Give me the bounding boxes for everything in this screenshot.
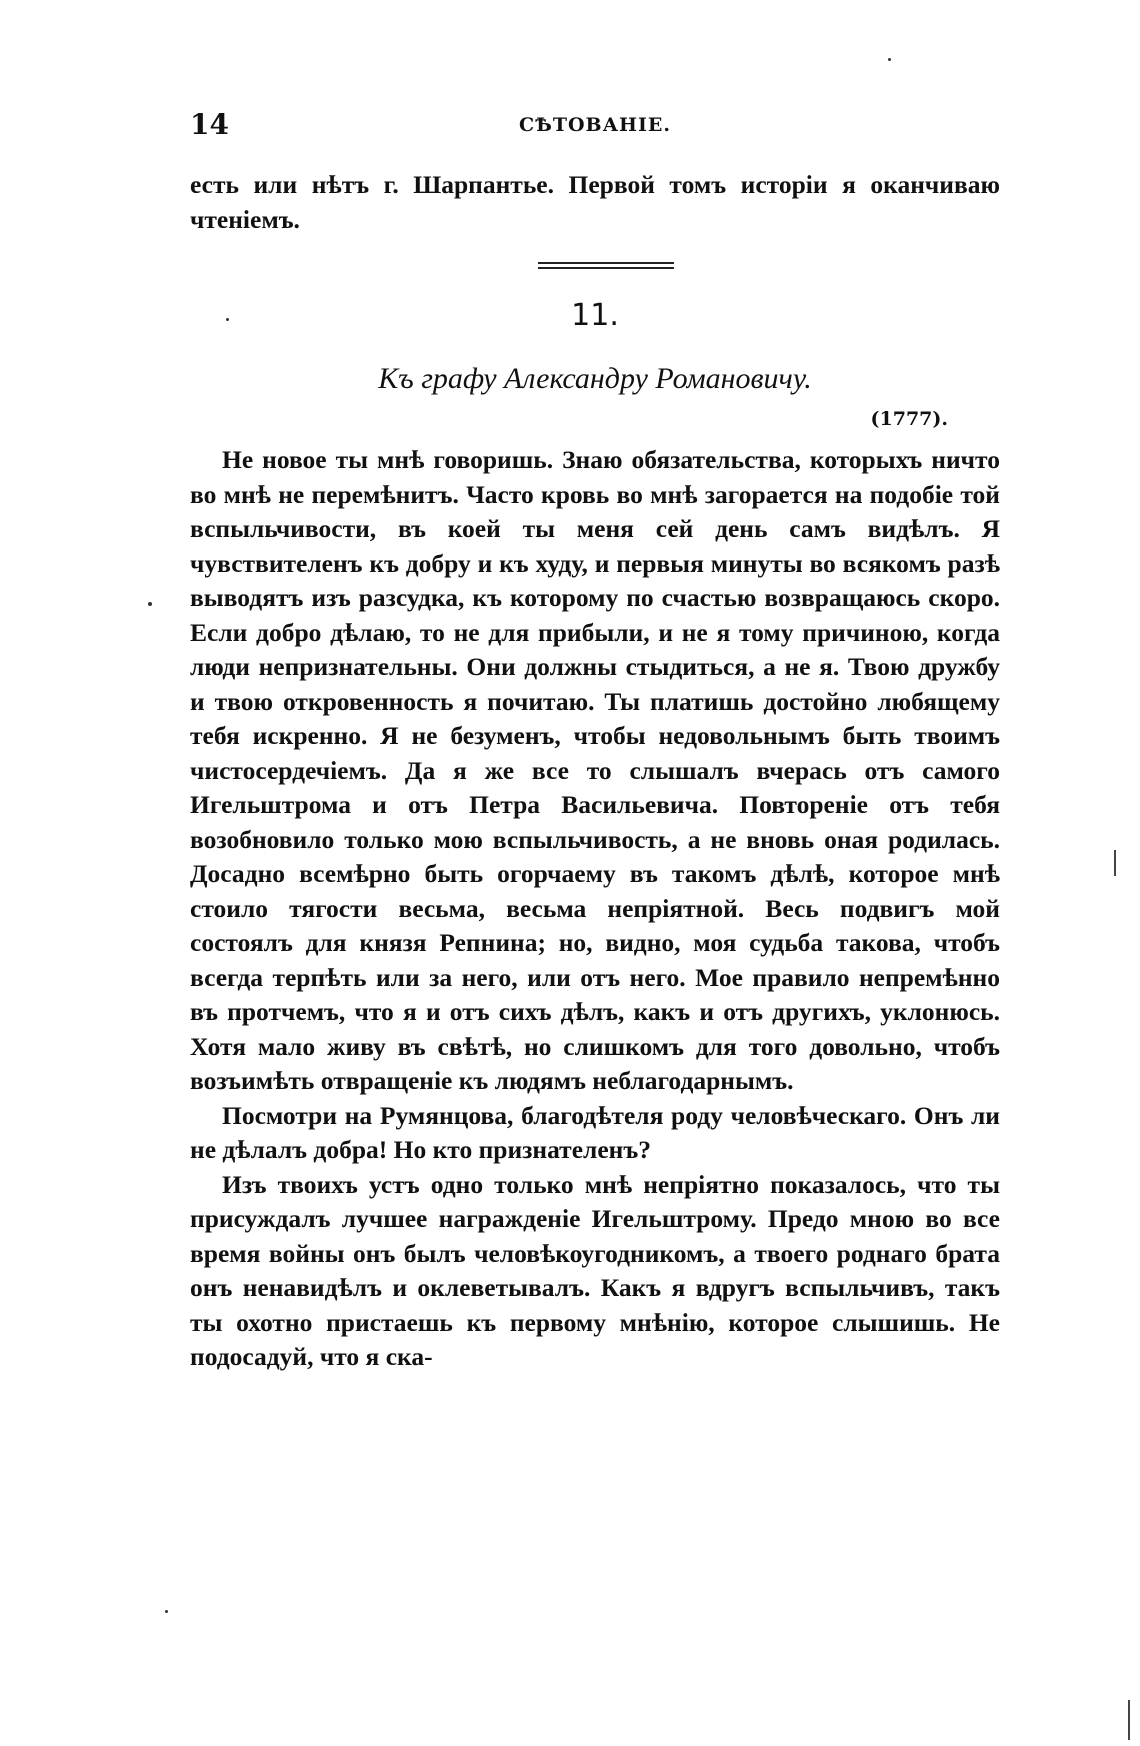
section-number: 11.	[571, 298, 619, 333]
scan-speck	[888, 58, 891, 61]
letter-body	[190, 443, 1000, 1375]
scan-speck	[165, 1610, 168, 1613]
paragraph-1: Не новое ты мнѣ говоришь. Знаю обязательства, которыхъ ничто во мнѣ не перемѣнитъ. Часто кровь во мнѣ загорается на подобіе той вспыльчивости, въ коей ты меня сей день самъ видѣлъ. Я чувствителенъ къ добру и къ худу, и первыя минуты во всякомъ разѣ выводятъ изъ разсудка, къ которому по счастью возвращаюсь скоро. Если добро дѣлаю, то не для прибыли, и не я тому причиною, когда люди непризнательны. Они должны стыдиться, а не я. Твою дружбу и твою откровенность я почитаю. Ты платишь достойно любящему тебя искренно. Я не безуменъ, чтобы недовольнымъ быть твоимъ чистосердечіемъ. Да я же все то слышалъ вчерась отъ самого Игельштрома и отъ Петра Васильевича. Повтореніе отъ тебя возобновило только мою вспыльчивость, а не вновь оная родилась. Досадно всемѣрно быть огорчаему въ такомъ дѣлѣ, которое мнѣ стоило тягости весьма, весьма непріятной. Весь подвигъ мой состоялъ для князя Репнина; но, видно, моя судьба такова, чтобъ всегда терпѣть или за него, или отъ него. Мое правило непремѣнно въ протчемъ, что я и отъ сихъ дѣлъ, какъ и отъ другихъ, уклонюсь. Хотя мало живу въ свѣтѣ, но слишкомъ для того довольно, чтобъ возъимѣть отвращеніе къ людямъ неблагодарнымъ.	[190, 445, 1000, 1095]
paragraph-3: Изъ твоихъ устъ одно только мнѣ непріятно показалось, что ты присуждалъ лучшее награжденіе Игельштрому. Предо мною во все время войны онъ былъ человѣкоугодникомъ, а твоего роднаго брата онъ ненавидѣлъ и оклеветывалъ. Какъ я вдругъ вспыльчивъ, такъ ты охотно пристаешь къ первому мнѣнію, которое слышишь. Не подосадуй, что я ска-	[190, 1169, 1000, 1371]
scan-edge-mark	[1114, 850, 1116, 876]
scan-speck	[148, 602, 152, 606]
letter-heading: Къ графу Александру Романовичу.	[378, 362, 812, 395]
running-title: СѢТОВАНІЕ.	[518, 114, 671, 136]
letter-date: (1777).	[870, 408, 948, 430]
page-header	[190, 108, 1000, 148]
page-number: 14	[190, 108, 229, 141]
intro-paragraph: есть или нѣтъ г. Шарпантье. Первой томъ исторіи я оканчиваю чтеніемъ.	[190, 170, 1000, 234]
section-divider	[538, 262, 674, 269]
scan-edge-mark	[1128, 1700, 1130, 1740]
scan-speck	[226, 318, 229, 321]
paragraph-2: Посмотри на Румянцова, благодѣтеля роду человѣческаго. Онъ ли не дѣлалъ добра! Но кто признателенъ?	[190, 1100, 1000, 1164]
